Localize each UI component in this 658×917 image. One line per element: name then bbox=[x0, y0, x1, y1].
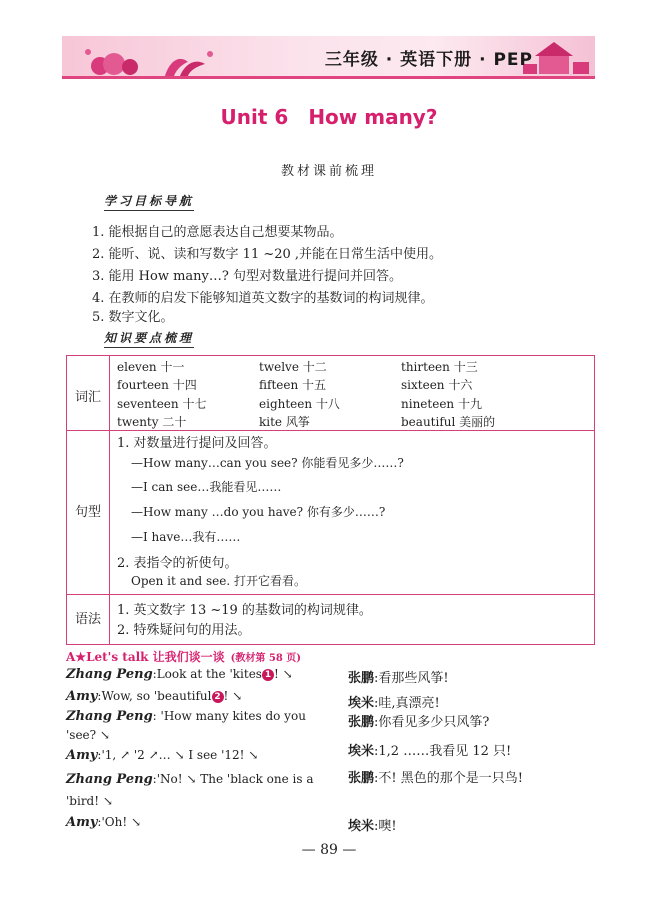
translation-text: :噢! bbox=[374, 819, 397, 834]
sentence-item: —How many…can you see? 你能看见多少……? bbox=[131, 456, 404, 470]
vocab-word: sixteen 十六 bbox=[401, 378, 473, 392]
translation-text: :不! 黑色的那个是一只鸟! bbox=[374, 771, 523, 786]
dialogue-text: 'bird! ↘ bbox=[66, 794, 113, 808]
dialogue-text: :'No! ↘ The 'black one is a bbox=[152, 772, 314, 786]
dialogue-line bbox=[66, 667, 293, 682]
speaker-name: 埃米 bbox=[348, 819, 375, 834]
vocab-word: fifteen 十五 bbox=[259, 378, 327, 392]
speaker-name: 张鹏 bbox=[348, 715, 375, 730]
lesson-title: A★Let's talk 让我们谈一谈 bbox=[66, 650, 225, 664]
goal-item: 3. 能用 How many…? 句型对数量进行提问并回答。 bbox=[92, 269, 402, 284]
translation-text: :看那些风筝! bbox=[374, 671, 449, 686]
flower-decoration-icon bbox=[70, 40, 220, 78]
sentence-item: 2. 表指令的祈使句。 bbox=[117, 556, 238, 571]
goal-item: 2. 能听、说、读和写数字 11 ~20 ,并能在日常生活中使用。 bbox=[92, 247, 443, 262]
dialogue-line bbox=[66, 728, 110, 742]
goal-item: 1. 能根据自己的意愿表达自己想要某物品。 bbox=[92, 225, 343, 240]
dialogue-text: :'1, ↗ '2 ↗… ↘ I see '12! ↘ bbox=[97, 748, 259, 762]
translation-line bbox=[348, 740, 511, 759]
dialogue-line bbox=[66, 689, 242, 704]
dialogue-line bbox=[66, 748, 258, 763]
translation-line bbox=[348, 767, 523, 786]
vocab-word: beautiful 美丽的 bbox=[401, 415, 496, 429]
sentence-item: Open it and see. 打开它看看。 bbox=[131, 574, 307, 588]
dialogue-tail: ! ↘ bbox=[273, 667, 293, 681]
sentence-item: —How many …do you have? 你有多少……? bbox=[131, 505, 386, 519]
speaker-name: Amy bbox=[66, 748, 98, 763]
knowledge-table bbox=[66, 355, 595, 645]
page-header bbox=[62, 36, 595, 82]
dialogue-line bbox=[66, 772, 314, 787]
translation-text: :1,2 ……我看见 12 只! bbox=[374, 744, 512, 759]
table-divider bbox=[67, 430, 594, 431]
goals-label: 学习目标导航 bbox=[104, 192, 194, 211]
speaker-name: Zhang Peng bbox=[66, 772, 153, 787]
grammar-item: 2. 特殊疑问句的用法。 bbox=[117, 623, 251, 638]
translation-line bbox=[348, 711, 489, 730]
grammar-item: 1. 英文数字 13 ~19 的基数词的构词规律。 bbox=[117, 603, 372, 618]
sentence-row-label: 句型 bbox=[74, 505, 101, 520]
dialogue-text: :Wow, so 'beautiful bbox=[97, 689, 212, 703]
dialogue-text: 'see? ↘ bbox=[66, 728, 110, 742]
vocab-word: nineteen 十九 bbox=[401, 397, 482, 411]
book-title: 三年级 · 英语下册 · PEP bbox=[324, 50, 533, 70]
table-divider bbox=[109, 356, 110, 644]
vocab-word: kite 风筝 bbox=[259, 415, 310, 429]
translation-line bbox=[348, 692, 440, 711]
table-divider bbox=[67, 594, 594, 595]
speaker-name: Amy bbox=[66, 815, 98, 830]
speaker-name: 张鹏 bbox=[348, 671, 375, 686]
vocab-word: eighteen 十八 bbox=[259, 397, 340, 411]
page-number: — 89 — bbox=[301, 842, 357, 858]
sentence-item: 1. 对数量进行提问及回答。 bbox=[117, 436, 277, 451]
translation-text: :哇,真漂亮! bbox=[374, 696, 440, 711]
sentence-item: —I have…我有…… bbox=[131, 530, 241, 544]
unit-title bbox=[0, 105, 658, 129]
goal-item: 5. 数字文化。 bbox=[92, 310, 174, 325]
knowledge-label: 知识要点梳理 bbox=[104, 329, 194, 348]
dialogue-line bbox=[66, 794, 113, 808]
speaker-name: Amy bbox=[66, 689, 98, 704]
translation-text: :你看见多少只风筝? bbox=[374, 715, 490, 730]
vocab-word: twenty 二十 bbox=[117, 415, 187, 429]
dialogue-text: : 'How many kites do you bbox=[152, 709, 306, 723]
translation-line bbox=[348, 815, 397, 834]
note-marker-icon: 2 bbox=[212, 691, 224, 703]
vocab-word: seventeen 十七 bbox=[117, 397, 207, 411]
vocab-word: thirteen 十三 bbox=[401, 360, 478, 374]
dialogue-tail: ! ↘ bbox=[223, 689, 243, 703]
goal-item: 4. 在教师的启发下能够知道英文数字的基数词的构词规律。 bbox=[92, 291, 434, 306]
speaker-name: 张鹏 bbox=[348, 771, 375, 786]
speaker-name: Zhang Peng bbox=[66, 709, 153, 724]
lesson-heading bbox=[66, 648, 301, 665]
dialogue-text: :Look at the 'kites bbox=[152, 667, 262, 681]
vocab-word: eleven 十一 bbox=[117, 360, 185, 374]
vocab-word: twelve 十二 bbox=[259, 360, 327, 374]
unit-name: How many? bbox=[308, 105, 438, 129]
section-title: 教材课前梳理 bbox=[280, 164, 377, 179]
translation-line bbox=[348, 667, 449, 686]
textbook-reference: (教材第 58 页) bbox=[230, 653, 302, 664]
dialogue-line bbox=[66, 709, 306, 724]
speaker-name: 埃米 bbox=[348, 744, 375, 759]
header-line bbox=[62, 76, 595, 79]
speaker-name: Zhang Peng bbox=[66, 667, 153, 682]
dialogue-line bbox=[66, 815, 141, 830]
grammar-row-label: 语法 bbox=[74, 612, 101, 627]
sentence-item: —I can see…我能看见…… bbox=[131, 480, 282, 494]
dialogue-text: :'Oh! ↘ bbox=[97, 815, 142, 829]
vocab-row-label: 词汇 bbox=[74, 390, 101, 405]
unit-number: Unit 6 bbox=[220, 105, 289, 129]
note-marker-icon: 1 bbox=[262, 669, 274, 681]
speaker-name: 埃米 bbox=[348, 696, 375, 711]
vocab-word: fourteen 十四 bbox=[117, 378, 197, 392]
